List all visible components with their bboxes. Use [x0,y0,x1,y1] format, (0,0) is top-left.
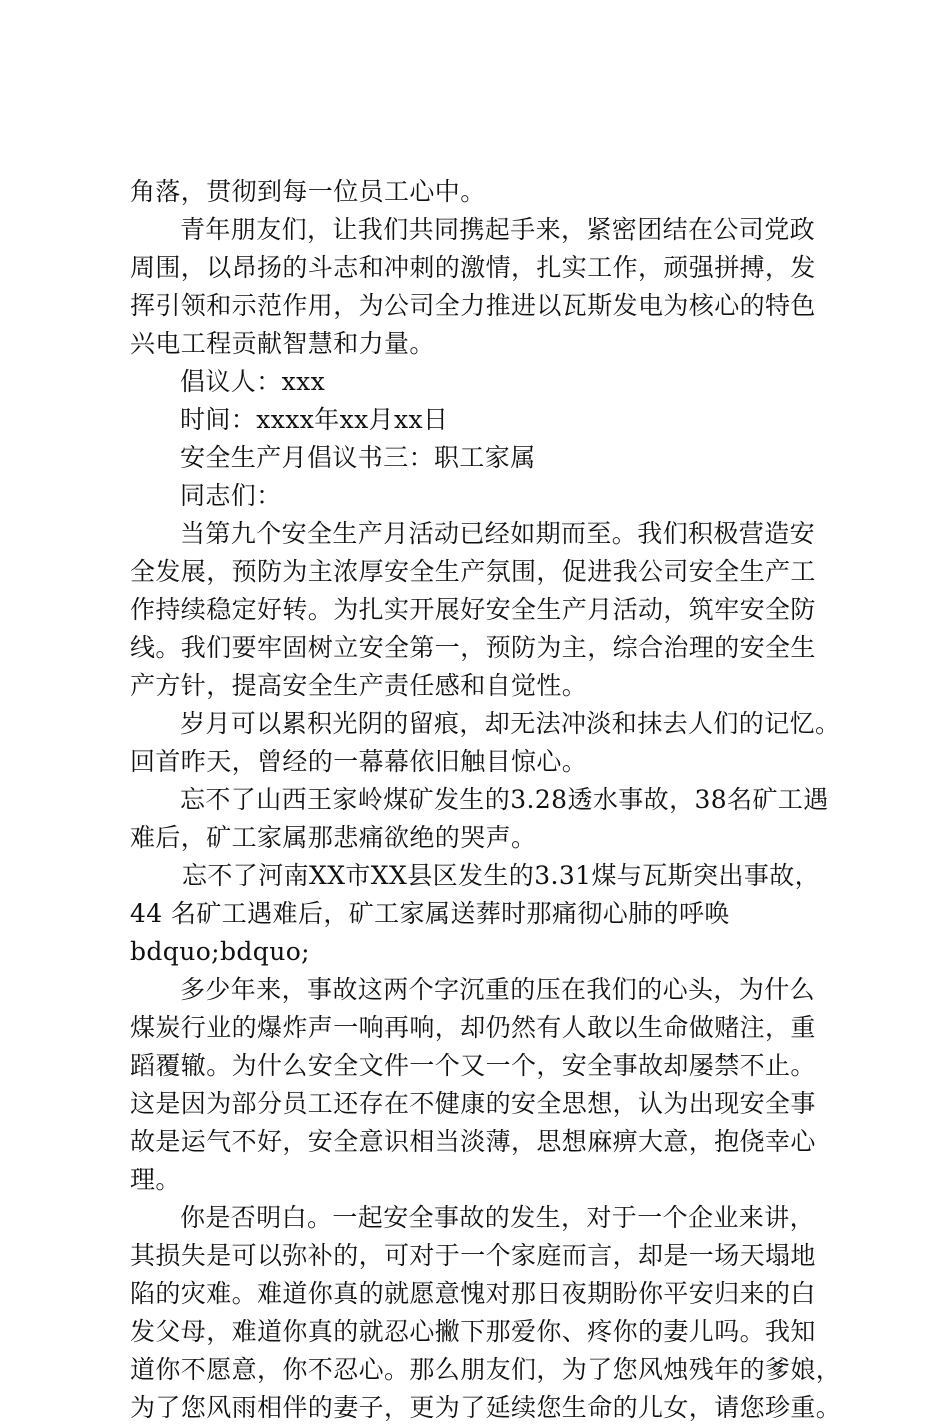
text-line: 为了您风雨相伴的妻子，更为了延续您生命的儿女，请您珍重。 [130,1393,842,1422]
text-line: 忘不了山西王家岭煤矿发生的3.28透水事故，38名矿工遇 [180,785,829,814]
text-line: 你是否明白。一起安全事故的发生，对于一个企业来讲， [180,1203,816,1232]
text-line: 故是运气不好，安全意识相当淡薄，思想麻痹大意，抱侥幸心 [130,1127,816,1156]
text-line: 时间：xxxx年xx月xx日 [180,405,449,434]
text-line: 当第九个安全生产月活动已经如期而至。我们积极营造安 [180,519,816,548]
text-line: 青年朋友们，让我们共同携起手来，紧密团结在公司党政 [180,215,816,244]
text-line: 岁月可以累积光阴的留痕，却无法冲淡和抹去人们的记忆。 [180,709,841,738]
text-line: 安全生产月倡议书三：职工家属 [180,443,536,472]
text-line: 作持续稳定好转。为扎实开展好安全生产月活动，筑牢安全防 [130,595,816,624]
text-line: 兴电工程贡献智慧和力量。 [130,329,435,358]
text-line: 产方针，提高安全生产责任感和自觉性。 [130,671,588,700]
text-line: 道你不愿意，你不忍心。那么朋友们，为了您风烛残年的爹娘， [130,1355,842,1384]
text-line: 陷的灾难。难道你真的就愿意愧对那日夜期盼你平安归来的白 [130,1279,816,1308]
text-line: 难后，矿工家属那悲痛欲绝的哭声。 [130,823,537,852]
text-line: 44 名矿工遇难后，矿工家属送葬时那痛彻心肺的呼唤 [130,899,730,928]
text-line: 倡议人：xxx [180,367,326,396]
text-line: 其损失是可以弥补的，可对于一个家庭而言，却是一场天塌地 [130,1241,816,1270]
text-line: 周围，以昂扬的斗志和冲刺的激情，扎实工作，顽强拼搏，发 [130,253,816,282]
text-line: 线。我们要牢固树立安全第一，预防为主，综合治理的安全生 [130,633,816,662]
text-line: bdquo;bdquo; [130,937,310,966]
text-line: 这是因为部分员工还存在不健康的安全思想，认为出现安全事 [130,1089,816,1118]
text-line: 角落，贯彻到每一位员工心中。 [130,177,486,206]
text-line: 煤炭行业的爆炸声一响再响，却仍然有人敢以生命做赌注，重 [130,1013,816,1042]
text-line: 忘不了河南XX市XX县区发生的3.31煤与瓦斯突出事故， [182,861,821,890]
text-line: 回首昨天，曾经的一幕幕依旧触目惊心。 [130,747,588,776]
document-body [130,173,850,1427]
text-line: 同志们： [180,481,282,510]
text-line: 理。 [130,1165,181,1194]
text-line: 蹈覆辙。为什么安全文件一个又一个，安全事故却屡禁不止。 [130,1051,816,1080]
text-line: 发父母，难道你真的就忍心撇下那爱你、疼你的妻儿吗。我知 [130,1317,816,1346]
text-line: 挥引领和示范作用，为公司全力推进以瓦斯发电为核心的特色 [130,291,816,320]
text-line: 全发展，预防为主浓厚安全生产氛围，促进我公司安全生产工 [130,557,816,586]
text-line: 多少年来，事故这两个字沉重的压在我们的心头，为什么 [180,975,816,1004]
